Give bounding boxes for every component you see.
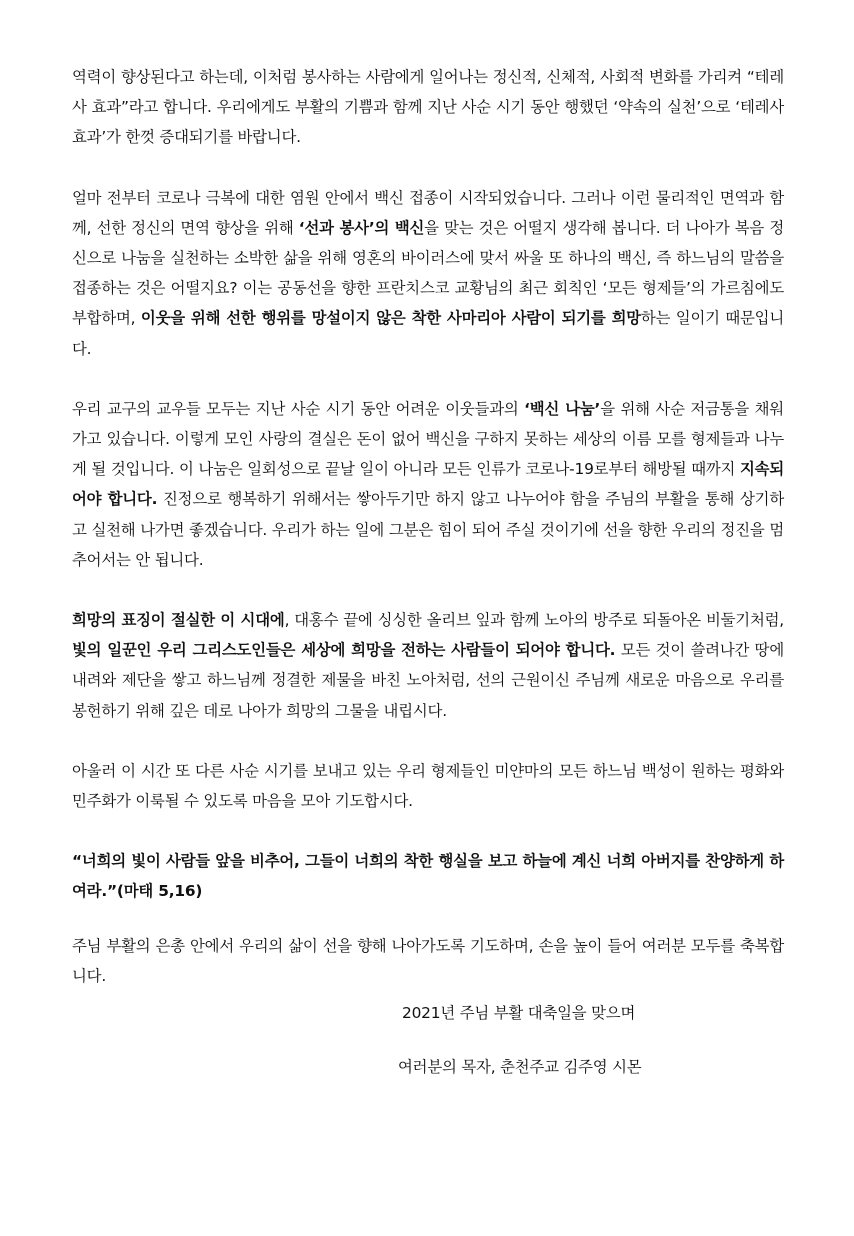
body-text: , 대홍수 끝에 싱싱한 올리브 잎과 함께 노아의 방주로 되돌아온 비둘기처럼, xyxy=(284,611,785,630)
bold-emphasis-text: 빛의 일꾼인 우리 그리스도인들은 세상에 희망을 전하는 사람들이 되어야 합니다. xyxy=(72,641,616,660)
body-text: 얼마 전부터 코로나 극복에 대한 염원 안에서 백신 접종이 시작되었습니다. 그러나 이런 물리적인 면역과 함께, 선한 정신의 면역 향상을 위해 xyxy=(72,188,784,237)
bold-emphasis-text: 지속되어야 합니다. xyxy=(72,460,784,509)
bold-emphasis-text: ‘백신 나눔’ xyxy=(524,399,601,418)
paragraph-hope xyxy=(72,605,784,726)
letter-body xyxy=(72,62,784,1021)
body-text: 주님 부활의 은총 안에서 우리의 삶이 선을 향해 나아가도록 기도하며, 손을 높이 들어 여러분 모두를 축복합니다. xyxy=(72,936,784,985)
paragraph-myanmar xyxy=(72,756,784,816)
bold-emphasis-text: ‘선과 봉사’의 백신 xyxy=(298,218,425,237)
body-text: 을 위해 사순 저금통을 채워가고 있습니다. 이렇게 모인 사랑의 결실은 돈이 없어 백신을 구하지 못하는 세상의 이름 모를 형제들과 나누게 될 것입니다. 이 나눔은 일회성으로 끝날 일이 아니라 모든 인류가 코로나-19로부터 해방될 때까지 xyxy=(72,399,784,479)
body-text: 우리 교구의 교우들 모두는 지난 사순 시기 동안 어려운 이웃들과의 xyxy=(72,399,525,418)
bold-emphasis-text: 이웃을 위해 선한 행위를 망설이지 않은 착한 사마리아 사람이 되기를 희망 xyxy=(140,309,641,328)
bold-emphasis-text: 희망의 표징이 절실한 이 시대에 xyxy=(72,611,285,630)
paragraph-teresa-effect xyxy=(72,62,784,153)
body-text: 모든 것이 쓸려나간 땅에 내려와 제단을 쌓고 하느님께 정결한 제물을 바친 노아처럼, 선의 근원이신 주님께 새로운 마음으로 우리를 봉헌하기 위해 깊은 데로 나아가 희망의 그물을 내립시다. xyxy=(72,641,785,720)
paragraph-blessing xyxy=(72,931,784,991)
paragraph-scripture-quote xyxy=(72,846,784,906)
signature-date: 2021년 주님 부활 대축일을 맞으며 xyxy=(402,1004,636,1022)
bold-emphasis-text: “너희의 빛이 사람들 앞을 비추어, 그들이 너희의 착한 행실을 보고 하늘에 계신 너희 아버지를 찬양하게 하여라.”(마태 5,16) xyxy=(72,852,784,901)
body-text: 을 맞는 것은 어떨지 생각해 봅니다. 더 나아가 복음 정신으로 나눔을 실천하는 소박한 삶을 위해 영혼의 바이러스에 맞서 싸울 또 하나의 백신, 즉 하느님의 말씀을 접종하는 것은 어떨지요? 이는 공동선을 향한 프란치스코 교황님의 최근 회칙인 ‘모든 형제들’의 가르침에도 부합하며, xyxy=(72,218,785,328)
paragraph-vaccine xyxy=(72,183,784,364)
signature-author: 여러분의 목자, 춘천주교 김주영 시몬 xyxy=(398,1058,642,1076)
body-text: 아울러 이 시간 또 다른 사순 시기를 보내고 있는 우리 형제들인 미얀마의 모든 하느님 백성이 원하는 평화와 민주화가 이룩될 수 있도록 마음을 모아 기도합시다. xyxy=(72,761,784,811)
body-text: 진정으로 행복하기 위해서는 쌓아두기만 하지 않고 나누어야 함을 주님의 부활을 통해 상기하고 실천해 나가면 좋겠습니다. 우리가 하는 일에 그분은 힘이 되어 주실 것이기에 선을 향한 우리의 정진을 멈추어서는 안 됩니다. xyxy=(72,490,784,569)
body-text: 하는 일이기 때문입니다. xyxy=(72,309,784,358)
paragraph-sharing xyxy=(72,394,784,575)
body-text: 역력이 향상된다고 하는데, 이처럼 봉사하는 사람에게 일어나는 정신적, 신체적, 사회적 변화를 가리켜 “테레사 효과”라고 합니다. 우리에게도 부활의 기쁨과 함께 지난 사순 시기 동안 행했던 ‘약속의 실천’으로 ‘테레사 효과’가 한껏 증대되기를 바랍니다. xyxy=(72,68,784,147)
